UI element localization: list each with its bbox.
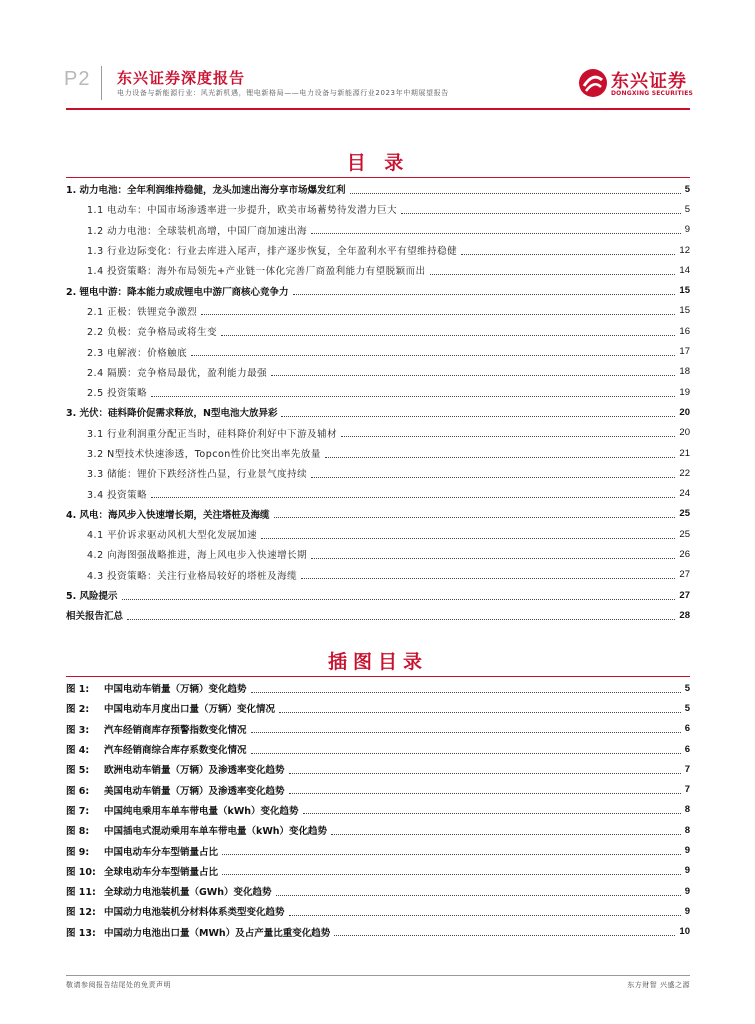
dot-leader (201, 314, 675, 315)
page-ref: 15 (679, 285, 690, 297)
page-ref: 14 (679, 264, 690, 276)
dot-leader (401, 213, 681, 214)
dot-leader (350, 193, 681, 194)
page-ref: 27 (679, 589, 690, 601)
toc-entry-label: 1. 动力电池：全年利润维持稳健，龙头加速出海分享市场爆发红利 (66, 185, 346, 197)
page-ref: 25 (679, 508, 690, 520)
toc-entry-label: 2.4 隔膜：竞争格局最优，盈利能力最强 (87, 367, 268, 379)
toc-entry[interactable] (66, 199, 690, 219)
logo-mark-icon (578, 68, 608, 98)
dot-leader (261, 538, 675, 539)
toc-entry[interactable] (66, 301, 690, 321)
figure-entry-label (66, 844, 218, 858)
toc-entry-label: 1.4 投资策略：海外布局领先+产业链一体化完善厂商盈利能力有望脱颖而出 (87, 266, 426, 278)
page-ref: 10 (679, 926, 690, 938)
toc-entry[interactable] (66, 402, 690, 422)
dot-leader (276, 895, 681, 896)
figure-entry-label (66, 925, 330, 939)
dot-leader (279, 712, 681, 713)
toc-entry[interactable] (66, 321, 690, 341)
page-ref: 20 (679, 427, 690, 439)
dot-leader (311, 558, 675, 559)
dot-leader (221, 335, 675, 336)
figure-caption: 中国动力电池出口量（MWh）及占产量比重变化趋势 (104, 927, 331, 939)
toc-entry-label: 5. 风险提示 (66, 591, 118, 603)
figure-entry[interactable] (66, 739, 690, 759)
company-logo (578, 66, 698, 102)
figure-caption: 中国纯电乘用车单车带电量（kWh）变化趋势 (104, 805, 299, 817)
logo-text-cn: 东兴证券 (611, 71, 687, 92)
toc-entry-label: 1.1 电动车：中国市场渗透率进一步提升，欧美市场蓄势待发潜力巨大 (87, 205, 398, 217)
page-ref: 5 (684, 183, 690, 195)
figure-number: 图 13: (66, 927, 96, 939)
figure-entry-label (66, 884, 272, 898)
toc-entry[interactable] (66, 504, 690, 524)
toc-entry[interactable] (66, 463, 690, 483)
dot-leader (311, 477, 675, 478)
figure-entry[interactable] (66, 861, 690, 881)
toc-entry[interactable] (66, 240, 690, 260)
toc-entry-label: 2.1 正极：铁锂竞争激烈 (87, 306, 198, 318)
figure-caption: 中国插电式混动乘用车单车带电量（kWh）变化趋势 (104, 826, 328, 838)
toc-entry[interactable] (66, 423, 690, 443)
figure-number: 图 9: (66, 846, 90, 858)
dot-leader (289, 773, 681, 774)
dot-leader (271, 375, 675, 376)
toc-entry-label: 2. 锂电中游：降本能力或成锂电中游厂商核心竞争力 (66, 286, 289, 298)
figure-entry[interactable] (66, 881, 690, 901)
page-ref: 27 (679, 569, 690, 581)
page-ref: 8 (684, 804, 690, 816)
page-ref: 7 (684, 763, 690, 775)
figure-caption: 汽车经销商库存预警指数变化情况 (104, 724, 247, 736)
dot-leader (311, 233, 681, 234)
figure-number: 图 7: (66, 805, 90, 817)
page-ref: 20 (679, 406, 690, 418)
page-ref: 6 (684, 743, 690, 755)
page-ref: 9 (684, 885, 690, 897)
dot-leader (191, 355, 675, 356)
page-ref: 9 (684, 905, 690, 917)
page-ref: 16 (679, 325, 690, 337)
toc-entry[interactable] (66, 524, 690, 544)
footer-slogan: 东方财智 兴盛之源 (627, 981, 690, 989)
logo-text-en: DONGXING SECURITIES (611, 90, 694, 97)
toc-entry[interactable] (66, 362, 690, 382)
page-ref: 9 (684, 865, 690, 877)
figure-number: 图 8: (66, 826, 90, 838)
figure-number: 图 11: (66, 887, 96, 899)
page-ref: 28 (679, 609, 690, 621)
page-ref: 6 (684, 723, 690, 735)
figure-number: 图 3: (66, 724, 90, 736)
footer-disclaimer: 敬请参阅报告结尾处的免责声明 (66, 981, 171, 989)
toc-entry-label: 4. 风电：海风步入快速增长期，关注塔桩及海缆 (66, 509, 270, 521)
figure-entry[interactable] (66, 719, 690, 739)
figure-entry[interactable] (66, 820, 690, 840)
toc-entry[interactable] (66, 341, 690, 361)
dot-leader (341, 436, 675, 437)
figure-entry[interactable] (66, 800, 690, 820)
figure-entry[interactable] (66, 840, 690, 860)
figure-number: 图 12: (66, 907, 96, 919)
toc-entry[interactable] (66, 565, 690, 585)
dot-leader (301, 578, 675, 579)
toc-entry-label: 3.2 N型技术快速渗透，Topcon性价比突出率先放量 (87, 449, 321, 460)
page-ref: 15 (679, 305, 690, 317)
figure-entry[interactable] (66, 698, 690, 718)
figure-entry-label (66, 742, 247, 756)
toc-entry[interactable] (66, 382, 690, 402)
page-ref: 22 (679, 467, 690, 479)
page-ref: 12 (679, 244, 690, 256)
figure-caption: 中国电动车分车型销量占比 (104, 846, 219, 858)
toc-entry-label: 2.3 电解液：价格触底 (87, 347, 188, 359)
toc-entry[interactable] (66, 220, 690, 240)
dot-leader (274, 517, 676, 518)
figure-entry[interactable] (66, 901, 690, 921)
figure-entry-label (66, 823, 327, 837)
figure-entry-label (66, 864, 218, 878)
figure-caption: 中国电动车销量（万辆）变化趋势 (104, 684, 247, 696)
dot-leader (293, 294, 676, 295)
toc-entry[interactable] (66, 179, 690, 199)
figure-caption: 汽车经销商综合库存系数变化情况 (104, 745, 247, 757)
figure-entry[interactable] (66, 922, 690, 942)
dot-leader (127, 619, 675, 620)
toc-entry-label: 1.2 动力电池：全球装机高增，中国厂商加速出海 (87, 225, 308, 237)
dot-leader (222, 874, 681, 875)
toc-entry[interactable] (66, 605, 690, 625)
toc-entry-label: 4.2 向海图强战略推进，海上风电步入快速增长期 (87, 550, 308, 562)
figure-number: 图 6: (66, 785, 90, 797)
toc-entry-label: 3. 光伏：硅料降价促需求释放，N型电池大放异彩 (66, 408, 278, 420)
page-ref: 8 (684, 824, 690, 836)
page-ref: 9 (684, 224, 690, 236)
figure-entry-label (66, 762, 285, 776)
toc-title: 目 录 (346, 152, 410, 174)
figure-caption: 欧洲电动车销量（万辆）及渗透率变化趋势 (104, 765, 285, 777)
page-number: P2 (64, 68, 91, 90)
toc-entry[interactable] (66, 260, 690, 280)
figure-number: 图 10: (66, 866, 96, 878)
figure-entry[interactable] (66, 678, 690, 698)
figure-caption: 全球动力电池装机量（GWh）变化趋势 (104, 887, 272, 899)
dot-leader (222, 854, 681, 855)
dot-leader (303, 813, 681, 814)
figure-number: 图 4: (66, 745, 90, 757)
toc-entry[interactable] (66, 544, 690, 564)
figure-caption: 全球电动车分车型销量占比 (104, 866, 219, 878)
page-ref: 21 (679, 447, 690, 459)
page-ref: 7 (684, 784, 690, 796)
toc-entry-label: 4.3 投资策略：关注行业格局较好的塔桩及海缆 (87, 570, 298, 582)
toc-entry-label: 3.3 储能：锂价下跌经济性凸显，行业景气度持续 (87, 469, 308, 481)
dot-leader (461, 254, 675, 255)
figure-entry-label (66, 783, 285, 797)
figure-entry-label (66, 904, 285, 918)
toc-entry[interactable] (66, 280, 690, 300)
figure-entry[interactable] (66, 759, 690, 779)
toc-title-rule (66, 177, 690, 178)
toc-list (66, 179, 690, 626)
figure-caption: 中国电动车月度出口量（万辆）变化情况 (104, 704, 276, 716)
page-ref: 5 (684, 682, 690, 694)
figure-number: 图 2: (66, 704, 90, 716)
header-divider (101, 66, 102, 100)
dot-leader (281, 416, 675, 417)
page-ref: 5 (684, 203, 690, 215)
dot-leader (151, 497, 675, 498)
figure-entry-label (66, 803, 299, 817)
toc-entry[interactable] (66, 585, 690, 605)
dot-leader (289, 915, 681, 916)
figures-title: 插图目录 (327, 651, 428, 673)
page-ref: 18 (679, 366, 690, 378)
page-ref: 5 (684, 702, 690, 714)
figure-entry-label (66, 722, 247, 736)
dot-leader (151, 396, 675, 397)
dot-leader (122, 599, 676, 600)
toc-entry[interactable] (66, 483, 690, 503)
footer-rule (66, 975, 690, 976)
toc-entry-label: 4.1 平价诉求驱动风机大型化发展加速 (87, 530, 258, 542)
toc-entry-label: 2.5 投资策略 (87, 388, 148, 400)
figure-number: 图 1: (66, 684, 90, 696)
toc-entry-label: 3.1 行业利润重分配正当时，硅料降价利好中下游及辅材 (87, 428, 338, 440)
toc-entry-label: 2.2 负极：竞争格局或将生变 (87, 327, 218, 339)
toc-entry[interactable] (66, 443, 690, 463)
page-header (0, 0, 755, 110)
figures-title-rule (66, 676, 690, 677)
series-title: 东兴证券深度报告 (117, 69, 246, 87)
toc-entry-label: 3.4 投资策略 (87, 489, 148, 501)
dot-leader (251, 753, 681, 754)
figure-caption: 中国动力电池装机分材料体系类型变化趋势 (104, 907, 285, 919)
page-ref: 9 (684, 845, 690, 857)
dot-leader (334, 935, 675, 936)
figure-number: 图 5: (66, 765, 90, 777)
page-ref: 17 (679, 346, 690, 358)
figures-list (66, 678, 690, 942)
page-ref: 19 (679, 386, 690, 398)
dot-leader (251, 692, 681, 693)
report-title: 电力设备与新能源行业：风光新机遇，锂电新格局——电力设备与新能源行业2023年中期展望报告 (117, 89, 449, 97)
dot-leader (331, 834, 681, 835)
toc-entry-label: 相关报告汇总 (66, 611, 124, 623)
page-ref: 25 (679, 528, 690, 540)
dot-leader (325, 457, 676, 458)
figure-entry[interactable] (66, 779, 690, 799)
figure-caption: 美国电动车销量（万辆）及渗透率变化趋势 (104, 785, 285, 797)
figure-entry-label (66, 681, 247, 695)
dot-leader (430, 274, 676, 275)
dot-leader (251, 732, 681, 733)
toc-entry-label: 1.3 行业边际变化：行业去库进入尾声，排产逐步恢复，全年盈利水平有望维持稳健 (87, 246, 458, 258)
figure-entry-label (66, 701, 275, 715)
header-rule (66, 108, 690, 110)
page-ref: 24 (679, 488, 690, 500)
dot-leader (289, 793, 681, 794)
page-ref: 26 (679, 548, 690, 560)
